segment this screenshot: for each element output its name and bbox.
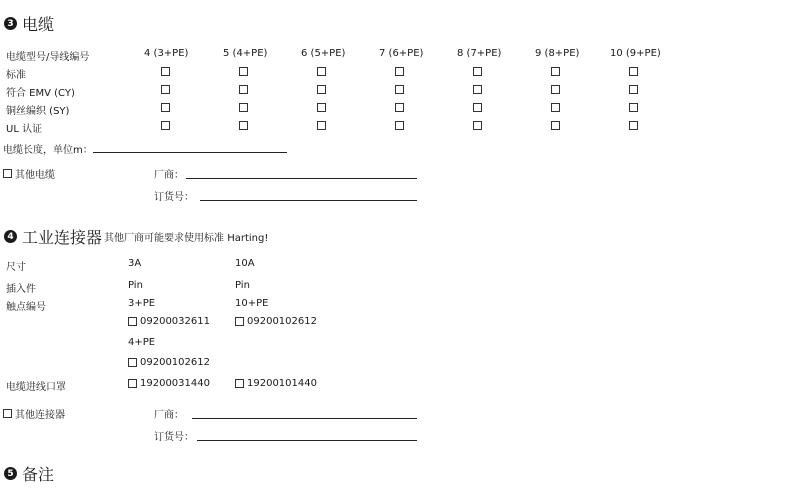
row-label-ul: UL 认证: [6, 124, 43, 135]
checkbox-standard-7[interactable]: [395, 67, 404, 76]
hood-part-number: 19200101440: [247, 378, 317, 389]
contacts-label: 触点编号: [6, 302, 46, 313]
cable-type-header: 电缆型号/导线编号: [6, 52, 90, 63]
checkbox-standard-5[interactable]: [239, 67, 248, 76]
row-label-standard: 标准: [6, 70, 26, 81]
checkbox-braid-4[interactable]: [161, 103, 170, 112]
insert-label: 插入件: [6, 284, 36, 295]
checkbox-standard-8[interactable]: [473, 67, 482, 76]
contacts-4pe: 4+PE: [128, 337, 156, 348]
row-label-emv: 符合 EMV (CY): [6, 88, 75, 99]
checkbox-braid-5[interactable]: [239, 103, 248, 112]
checkbox-emv-7[interactable]: [395, 85, 404, 94]
contacts-10pe: 10+PE: [235, 298, 269, 309]
part-number: 09200032611: [140, 316, 210, 327]
size-label: 尺寸: [6, 262, 26, 273]
checkbox-braid-6[interactable]: [317, 103, 326, 112]
checkbox-ul-7[interactable]: [395, 121, 404, 130]
hood-label: 电缆进线口罩: [6, 382, 66, 393]
part-number: 09200102612: [140, 357, 210, 368]
cable-length-input[interactable]: [93, 152, 287, 153]
checkbox-standard-10[interactable]: [629, 67, 638, 76]
other-cable-label: 其他电缆: [15, 170, 55, 181]
connector-order-label: 订货号：: [154, 432, 194, 443]
column-header-3: 6 (5+PE): [301, 48, 346, 59]
checkbox-ul-10[interactable]: [629, 121, 638, 130]
other-cable-option[interactable]: [3, 166, 55, 181]
checkbox-emv-5[interactable]: [239, 85, 248, 94]
cable-order-input[interactable]: [200, 200, 417, 201]
connector-vendor-label: 厂商：: [154, 410, 184, 421]
part-option-09200032611[interactable]: [128, 316, 210, 327]
connector-order-input[interactable]: [197, 440, 417, 441]
other-connector-checkbox[interactable]: [3, 409, 12, 418]
checkbox-braid-9[interactable]: [551, 103, 560, 112]
hood-option-19200031440[interactable]: [128, 378, 210, 389]
checkbox-ul-8[interactable]: [473, 121, 482, 130]
checkbox-standard-6[interactable]: [317, 67, 326, 76]
checkbox-ul-4[interactable]: [161, 121, 170, 130]
section-3-title: 电缆: [22, 15, 55, 34]
column-header-6: 9 (8+PE): [535, 48, 580, 59]
column-header-4: 7 (6+PE): [379, 48, 424, 59]
checkbox-ul-6[interactable]: [317, 121, 326, 130]
cable-order-label: 订货号：: [154, 192, 194, 203]
section-4-note: 其他厂商可能要求使用标准 Harting!: [104, 233, 269, 244]
section-4-title: 工业连接器: [22, 228, 103, 247]
part-number: 09200102612: [247, 316, 317, 327]
checkbox-ul-5[interactable]: [239, 121, 248, 130]
part-checkbox[interactable]: [235, 317, 244, 326]
row-label-copper-braid: 铜丝编织 (SY): [6, 106, 70, 117]
section-5-title: 备注: [22, 465, 55, 484]
section-5-heading: [4, 462, 54, 485]
section-4-heading: [4, 225, 268, 248]
cable-length-label: 电缆长度，单位m：: [3, 145, 93, 156]
section-number-badge: 4: [4, 230, 17, 243]
section-3-heading: [4, 12, 54, 35]
checkbox-emv-4[interactable]: [161, 85, 170, 94]
part-option-09200102612-a[interactable]: [235, 316, 317, 327]
checkbox-standard-9[interactable]: [551, 67, 560, 76]
other-connector-label: 其他连接器: [15, 410, 65, 421]
size-10a: 10A: [235, 258, 255, 269]
checkbox-braid-10[interactable]: [629, 103, 638, 112]
hood-option-19200101440[interactable]: [235, 378, 317, 389]
other-connector-option[interactable]: [3, 406, 65, 421]
cable-vendor-input[interactable]: [186, 178, 417, 179]
hood-checkbox[interactable]: [235, 379, 244, 388]
other-cable-checkbox[interactable]: [3, 169, 12, 178]
connector-vendor-input[interactable]: [192, 418, 417, 419]
insert-10a: Pin: [235, 280, 250, 291]
section-number-badge: 3: [4, 17, 17, 30]
checkbox-braid-8[interactable]: [473, 103, 482, 112]
checkbox-emv-6[interactable]: [317, 85, 326, 94]
checkbox-emv-8[interactable]: [473, 85, 482, 94]
checkbox-braid-7[interactable]: [395, 103, 404, 112]
part-checkbox[interactable]: [128, 358, 137, 367]
contacts-3pe: 3+PE: [128, 298, 156, 309]
column-header-2: 5 (4+PE): [223, 48, 268, 59]
part-checkbox[interactable]: [128, 317, 137, 326]
checkbox-standard-4[interactable]: [161, 67, 170, 76]
column-header-1: 4 (3+PE): [144, 48, 189, 59]
checkbox-emv-10[interactable]: [629, 85, 638, 94]
section-number-badge: 5: [4, 467, 17, 480]
cable-vendor-label: 厂商：: [154, 170, 184, 181]
hood-part-number: 19200031440: [140, 378, 210, 389]
column-header-7: 10 (9+PE): [610, 48, 661, 59]
insert-3a: Pin: [128, 280, 143, 291]
column-header-5: 8 (7+PE): [457, 48, 502, 59]
checkbox-emv-9[interactable]: [551, 85, 560, 94]
hood-checkbox[interactable]: [128, 379, 137, 388]
size-3a: 3A: [128, 258, 142, 269]
part-option-09200102612-b[interactable]: [128, 357, 210, 368]
checkbox-ul-9[interactable]: [551, 121, 560, 130]
